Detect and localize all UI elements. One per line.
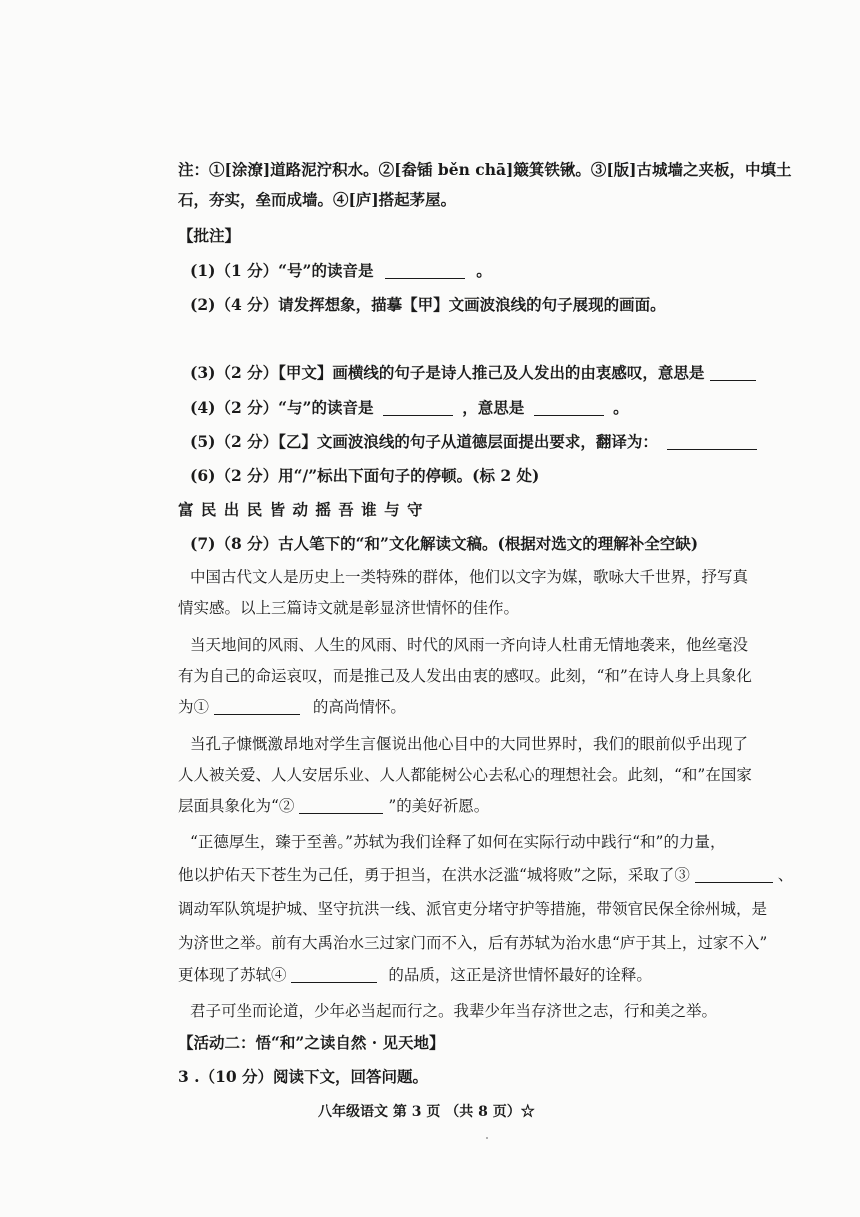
- essay-blank-1[interactable]: [214, 698, 300, 715]
- essay-blank-3[interactable]: [695, 866, 773, 883]
- essay-p4-line-5a: 更体现了苏轼④: [178, 966, 287, 984]
- essay-p4-line-5: [178, 964, 652, 986]
- essay-p4-line-2b: 、: [777, 866, 794, 884]
- question-3-main: 3 .（10 分）阅读下文，回答问题。: [178, 1067, 429, 1086]
- essay-p3-line-1: 当孔子慷慨激昂地对学生言偃说出他心目中的大同世界时，我们的眼前似乎出现了: [190, 735, 749, 753]
- note-line-1: 注：①[涂潦]道路泥泞积水。②[畚锸 běn chā]簸箕铁锹。③[版]古城墙之夹板，中填土: [178, 160, 792, 179]
- question-5-text: (5)（2 分）【乙】文画波浪线的句子从道德层面提出要求，翻译为：: [190, 432, 658, 451]
- essay-p5: 君子可坐而论道，少年必当起而行之。我辈少年当存济世之志，行和美之举。: [190, 1002, 718, 1020]
- question-4-text-a: (4)（2 分）“与”的读音是: [190, 398, 374, 417]
- question-5: [190, 431, 757, 453]
- essay-p2-line-3a: 为①: [178, 698, 210, 716]
- essay-p2-line-3: [178, 696, 406, 718]
- essay-p1-line-1: 中国古代文人是历史上一类特殊的群体，他们以文字为媒，歌咏大千世界，抒写真: [190, 568, 749, 586]
- essay-blank-4[interactable]: [291, 966, 377, 983]
- question-2: (2)（4 分）请发挥想象，描摹【甲】文画波浪线的句子展现的画面。: [190, 295, 666, 314]
- question-1: [190, 260, 492, 282]
- question-1-end: 。: [476, 261, 492, 280]
- question-6-sentence: 富 民 出 民 皆 动 摇 吾 谁 与 守: [178, 500, 424, 519]
- essay-p3-line-3: [178, 795, 489, 817]
- activity-title: 【活动二：悟“和”之读自然 · 见天地】: [178, 1033, 445, 1052]
- essay-p2-line-3b: 的高尚情怀。: [312, 698, 406, 716]
- essay-p4-line-3: 调动军队筑堤护城、坚守抗洪一线、派官吏分堵守护等措施，带领官民保全徐州城，是: [178, 900, 768, 918]
- page-footer: 八年级语文 第 3 页 （共 8 页）☆: [318, 1104, 535, 1120]
- essay-p2-line-1: 当天地间的风雨、人生的风雨、时代的风雨一齐向诗人杜甫无情地袭来，他丝毫没: [190, 636, 749, 654]
- essay-p2-line-2: 有为自己的命运哀叹，而是推己及人发出由衷的感叹。此刻，“和”在诗人身上具象化: [178, 667, 752, 685]
- question-3-text: (3)（2 分）【甲文】画横线的句子是诗人推己及人发出的由衷感叹，意思是: [190, 363, 705, 382]
- note-line-2: 石，夯实，垒而成墙。④[庐]搭起茅屋。: [178, 190, 457, 209]
- question-1-text: (1)（1 分）“号”的读音是: [190, 261, 374, 280]
- essay-p4-line-2: [178, 864, 793, 886]
- scan-speck: [486, 1137, 488, 1139]
- answer-blank-5[interactable]: [667, 433, 757, 450]
- answer-blank-4a[interactable]: [383, 399, 453, 416]
- essay-p4-line-1: “正德厚生，臻于至善。”苏轼为我们诠释了如何在实际行动中践行“和”的力量，: [190, 833, 726, 851]
- essay-p1-line-2: 情实感。以上三篇诗文就是彰显济世情怀的佳作。: [178, 599, 520, 617]
- answer-blank-3[interactable]: [710, 364, 756, 381]
- question-4: [190, 397, 629, 419]
- question-4-text-b: ，意思是: [462, 398, 525, 417]
- question-6: (6)（2 分）用“/”标出下面句子的停顿。(标 2 处): [190, 466, 540, 485]
- question-3: [190, 362, 756, 384]
- essay-p3-line-3b: ”的美好祈愿。: [388, 797, 490, 815]
- essay-p4-line-4: 为济世之举。前有大禹治水三过家门而不入，后有苏轼为治水患“庐于其上，过家不入”: [178, 934, 768, 952]
- essay-p4-line-5b: 的品质，这正是济世情怀最好的诠释。: [388, 966, 652, 984]
- question-4-end: 。: [613, 398, 629, 417]
- essay-p3-line-3a: 层面具象化为“②: [178, 797, 295, 815]
- essay-blank-2[interactable]: [299, 797, 383, 814]
- answer-blank-4b[interactable]: [534, 399, 604, 416]
- question-7: (7)（8 分）古人笔下的“和”文化解读文稿。(根据对选文的理解补全空缺): [190, 534, 699, 553]
- essay-p3-line-2: 人人被关爱、人人安居乐业、人人都能树公心去私心的理想社会。此刻，“和”在国家: [178, 766, 752, 784]
- essay-p4-line-2a: 他以护佑天下苍生为己任，勇于担当，在洪水泛滥“城将败”之际，采取了③: [178, 866, 690, 884]
- section-label: 【批注】: [178, 226, 241, 245]
- answer-blank-1[interactable]: [385, 262, 465, 279]
